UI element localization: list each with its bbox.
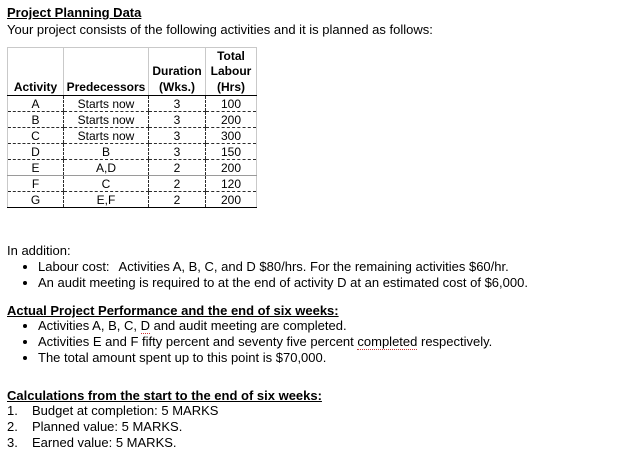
list-item	[7, 419, 322, 435]
list-item-text: Earned value: 5 MARKS.	[32, 435, 177, 450]
cell-duration: 3	[149, 144, 206, 160]
table-header-row-2	[8, 63, 257, 79]
in-addition-label: In addition:	[7, 243, 71, 258]
list-item	[7, 403, 322, 419]
list-item	[7, 350, 492, 366]
calculations-numbered-list	[7, 403, 322, 451]
list-item	[7, 275, 528, 291]
cell-labour: 200	[206, 192, 257, 208]
calculations-block	[7, 388, 322, 451]
header-cell-total: Total	[206, 48, 257, 64]
cell-duration: 3	[149, 112, 206, 128]
planning-intro-text: Your project consists of the following activities and it is planned as follows:	[7, 22, 433, 37]
table-row	[8, 160, 257, 176]
cell-activity: A	[8, 96, 64, 112]
cell-predecessors: Starts now	[64, 128, 149, 144]
bullet-text-part2: and audit meeting are completed.	[149, 318, 347, 333]
page-title: Project Planning Data	[7, 5, 142, 20]
header-cell-labour: Labour	[206, 63, 257, 79]
list-item-number: 1.	[7, 403, 18, 418]
bullet-lead-text: Labour cost:	[38, 259, 110, 274]
actual-performance-title: Actual Project Performance and the end of six weeks:	[7, 303, 339, 318]
table-row	[8, 128, 257, 144]
table-row	[8, 192, 257, 208]
list-item	[7, 259, 528, 275]
cell-duration: 3	[149, 96, 206, 112]
cell-labour: 150	[206, 144, 257, 160]
cell-duration: 2	[149, 160, 206, 176]
table-row	[8, 144, 257, 160]
cell-activity: C	[8, 128, 64, 144]
spellcheck-marked-text: completed	[357, 334, 418, 349]
header-cell-blank-5	[64, 63, 149, 79]
cell-labour: 120	[206, 176, 257, 192]
cell-duration: 3	[149, 128, 206, 144]
list-item-number: 3.	[7, 435, 18, 450]
bullet-body-text: An audit meeting is required to at the end of activity D at an estimated cost of $6,000.	[38, 275, 528, 290]
header-cell-blank-3	[149, 48, 206, 64]
cell-duration: 2	[149, 192, 206, 208]
bullet-body-text: Activities A, B, C, and D $80/hrs. For the remaining activities $60/hr.	[118, 259, 509, 274]
bullet-dot-icon	[23, 340, 27, 344]
bullet-dot-icon	[23, 265, 27, 269]
cell-activity: B	[8, 112, 64, 128]
list-item	[7, 318, 492, 334]
cell-labour: 100	[206, 96, 257, 112]
header-cell-duration: Duration	[149, 63, 206, 79]
header-cell-blank-4	[8, 63, 64, 79]
header-cell-blank-1	[8, 48, 64, 64]
table-row	[8, 176, 257, 192]
table-header-row-1	[8, 48, 257, 64]
calculations-title: Calculations from the start to the end of six weeks:	[7, 388, 322, 403]
cell-predecessors: A,D	[64, 160, 149, 176]
activities-table	[7, 47, 257, 208]
bullet-text-part2: respectively.	[417, 334, 493, 349]
bullet-text-part1: Activities A, B, C,	[38, 318, 141, 333]
list-item-text: Budget at completion: 5 MARKS	[32, 403, 219, 418]
list-item	[7, 435, 322, 451]
cell-predecessors: B	[64, 144, 149, 160]
header-cell-blank-2	[64, 48, 149, 64]
actual-performance-block	[7, 303, 492, 366]
cell-labour: 200	[206, 160, 257, 176]
list-item	[7, 334, 492, 350]
cell-labour: 200	[206, 112, 257, 128]
cell-activity: D	[8, 144, 64, 160]
cell-labour: 300	[206, 128, 257, 144]
table-row	[8, 96, 257, 112]
table-header-row-3	[8, 79, 257, 96]
header-cell-activity: Activity	[8, 79, 64, 96]
cell-duration: 2	[149, 176, 206, 192]
header-cell-predecessors: Predecessors	[64, 79, 149, 96]
cell-activity: E	[8, 160, 64, 176]
cell-predecessors: Starts now	[64, 96, 149, 112]
cell-activity: F	[8, 176, 64, 192]
bullet-dot-icon	[23, 356, 27, 360]
bullet-dot-icon	[23, 281, 27, 285]
list-item-number: 2.	[7, 419, 18, 434]
in-addition-bullet-list	[7, 259, 528, 291]
cell-predecessors: Starts now	[64, 112, 149, 128]
project-planning-block	[7, 5, 433, 38]
bullet-text-part1: Activities E and F fifty percent and seventy five percent	[38, 334, 358, 349]
in-addition-block	[7, 243, 528, 291]
header-cell-duration-unit: (Wks.)	[149, 79, 206, 96]
cell-predecessors: E,F	[64, 192, 149, 208]
bullet-dot-icon	[23, 324, 27, 328]
table-row	[8, 112, 257, 128]
bullet-text-part1: The total amount spent up to this point is $70,000.	[38, 350, 327, 365]
header-cell-labour-unit: (Hrs)	[206, 79, 257, 96]
actual-performance-bullet-list	[7, 318, 492, 366]
cell-predecessors: C	[64, 176, 149, 192]
spellcheck-marked-text: D	[140, 318, 150, 333]
cell-activity: G	[8, 192, 64, 208]
list-item-text: Planned value: 5 MARKS.	[32, 419, 183, 434]
activities-table-wrapper	[7, 47, 257, 208]
